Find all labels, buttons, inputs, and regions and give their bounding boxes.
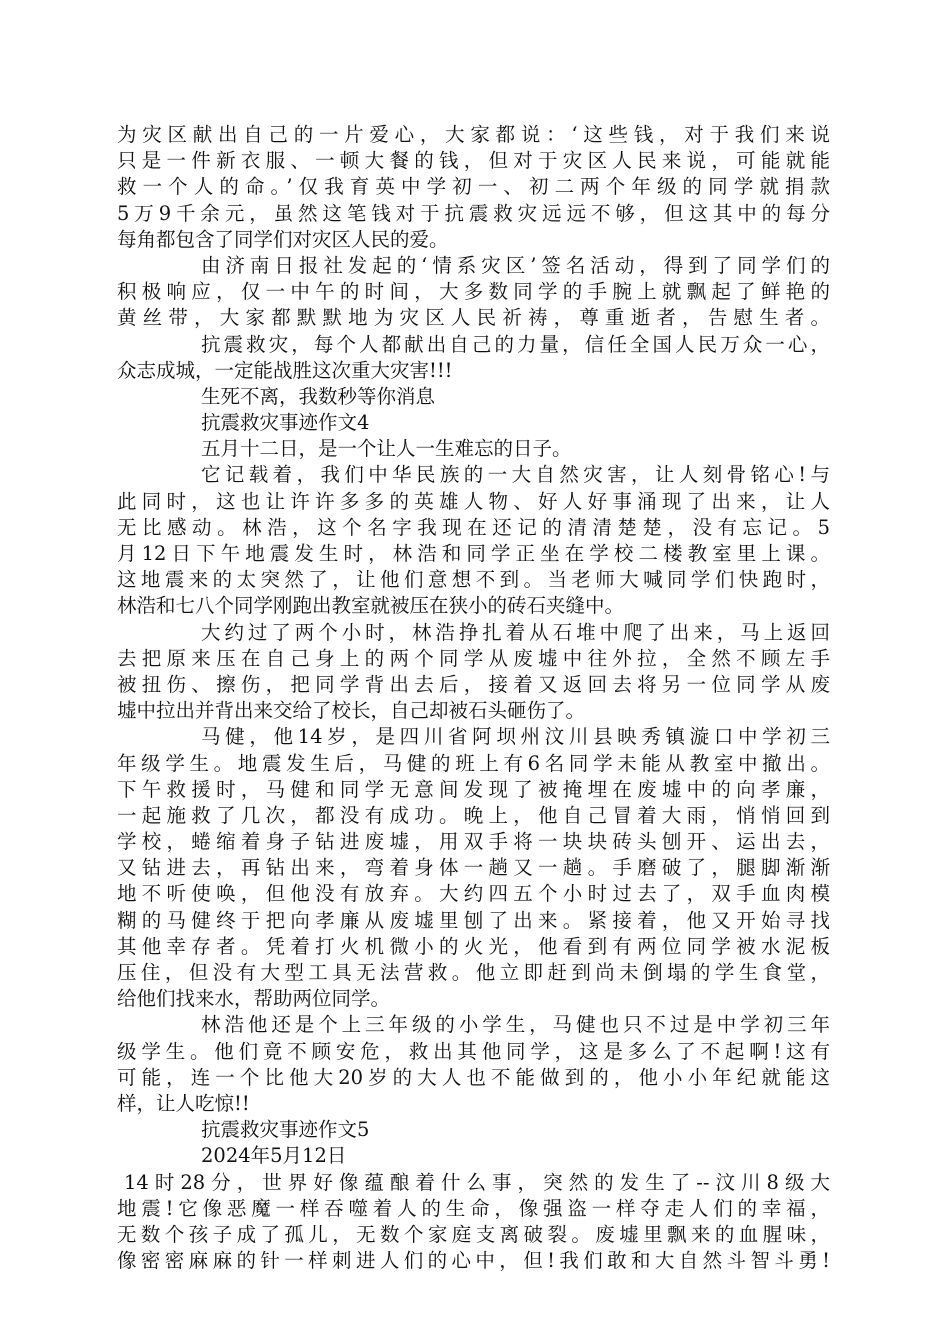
text-line: 去把原来压在自己身上的两个同学从废墟中往外拉，全然不顾左手: [117, 646, 830, 670]
date-line: 2024年5月12日: [201, 1144, 347, 1168]
text-line: 积极响应，仅一中午的时间，大多数同学的手腕上就飘起了鲜艳的: [117, 280, 830, 304]
paragraph-first-line: 抗震救灾，每个人都献出自己的力量，信任全国人民万众一心，: [201, 332, 830, 356]
text-line: 级学生。他们竟不顾安危，救出其他同学，这是多么了不起啊!这有: [117, 1039, 830, 1063]
paragraph-first-line: 由济南日报社发起的‘情系灾区’签名活动，得到了同学们的: [201, 253, 830, 277]
text-line: 糊的马健终于把向孝廉从废墟里刨了出来。紧接着，他又开始寻找: [117, 908, 830, 932]
text-line: 黄丝带，大家都默默地为灾区人民祈祷，尊重逝者，告慰生者。: [117, 306, 830, 330]
paragraph-first-line: 大约过了两个小时，林浩挣扎着从石堆中爬了出来，马上返回: [201, 620, 830, 644]
text-line: 为灾区献出自己的一片爱心，大家都说：‘这些钱，对于我们来说: [117, 123, 830, 146]
text-line: 像密密麻麻的针一样刺进人们的心中，但!我们敢和大自然斗智斗勇!: [117, 1249, 830, 1273]
paragraph-first-line: 五月十二日，是一个让人一生难忘的日子。: [201, 437, 572, 461]
text-line: 每角都包含了同学们对灾区人民的爱。: [117, 227, 449, 251]
text-line: 地震!它像恶魔一样吞噬着人的生命，像强盗一样夺走人们的幸福，: [117, 1196, 830, 1220]
text-line: 墟中拉出并背出来交给了校长，自己却被石头砸伤了。: [117, 699, 586, 723]
text-line: 众志成城，一定能战胜这次重大灾害!!!: [117, 358, 453, 382]
text-line: 这地震来的太突然了，让他们意想不到。当老师大喊同学们快跑时，: [117, 568, 830, 592]
text-line: 此同时，这也让许许多多的英雄人物、好人好事涌现了出来，让人: [117, 489, 830, 513]
paragraph-first-line: 马健，他14岁，是四川省阿坝州汶川县映秀镇漩口中学初三: [201, 725, 830, 749]
text-line: 月12日下午地震发生时，林浩和同学正坐在学校二楼教室里上课。: [117, 542, 830, 565]
section-heading: 抗震救灾事迹作文4: [201, 411, 370, 435]
paragraph-first-line: 林浩他还是个上三年级的小学生，马健也只不过是中学初三年: [201, 1013, 830, 1037]
text-line: 样，让人吃惊!!: [117, 1091, 250, 1115]
text-line: 被扭伤、擦伤，把同学背出去后，接着又返回去将另一位同学从废: [117, 672, 830, 696]
paragraph-first-line: 生死不离，我数秒等你消息: [201, 384, 436, 408]
text-line: 只是一件新衣服、一顿大餐的钱，但对于灾区人民来说，可能就能: [117, 149, 830, 173]
text-line: 一起施救了几次，都没有成功。晚上，他自己冒着大雨，悄悄回到: [117, 803, 830, 827]
text-line: 可能，连一个比他大20岁的大人也不能做到的，他小小年纪就能这: [117, 1065, 830, 1089]
text-line: 又钻进去，再钻出来，弯着身体一趟又一趟。手磨破了，腿脚渐渐: [117, 856, 830, 880]
text-line: 其他幸存者。凭着打火机微小的火光，他看到有两位同学被水泥板: [117, 934, 830, 958]
text-line: 下午救援时，马健和同学无意间发现了被掩埋在废墟中的向孝廉，: [117, 777, 830, 801]
text-line: 学校，蜷缩着身子钻进废墟，用双手将一块块砖头刨开、运出去，: [117, 830, 830, 854]
text-line: 年级学生。地震发生后，马健的班上有6名同学未能从教室中撤出。: [117, 751, 830, 775]
text-line: 14时28分，世界好像蕴酿着什么事，突然的发生了--汶川8级大: [124, 1170, 830, 1194]
paragraph-first-line: 它记载着，我们中华民族的一大自然灾害，让人刻骨铭心!与: [201, 463, 830, 487]
text-line: 无比感动。林浩，这个名字我现在还记的清清楚楚，没有忘记。5: [117, 515, 830, 539]
text-line: 救一个人的命。’仅我育英中学初一、初二两个年级的同学就捐款: [117, 175, 830, 199]
text-line: 林浩和七八个同学刚跑出教室就被压在狭小的砖石夹缝中。: [117, 594, 625, 618]
text-line: 给他们找来水，帮助两位同学。: [117, 987, 391, 1011]
text-line: 无数个孩子成了孤儿，无数个家庭支离破裂。废墟里飘来的血腥味，: [117, 1222, 830, 1246]
text-line: 5万9千余元，虽然这笔钱对于抗震救灾远远不够，但这其中的每分: [117, 201, 830, 225]
document-body: [117, 122, 830, 1274]
text-line: 地不听使唤，但他没有放弃。大约四五个小时过去了，双手血肉模: [117, 882, 830, 906]
section-heading: 抗震救灾事迹作文5: [201, 1118, 370, 1142]
text-line: 压住，但没有大型工具无法营救。他立即赶到尚未倒塌的学生食堂，: [117, 961, 830, 984]
